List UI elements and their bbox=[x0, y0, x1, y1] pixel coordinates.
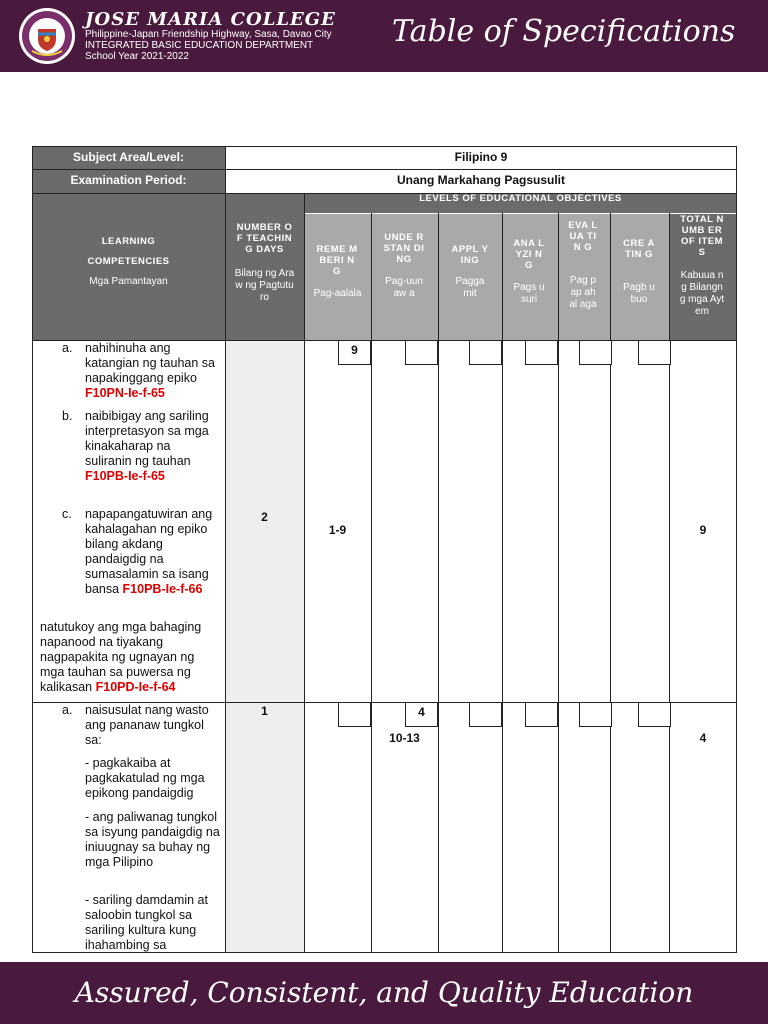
competency-marker: b. bbox=[62, 409, 73, 423]
exam-value: Unang Markahang Pagsusulit bbox=[396, 173, 566, 187]
evaluating-title: EVA LUA TIN G bbox=[568, 220, 598, 253]
creating-header-cell bbox=[610, 213, 669, 340]
evaluating-score-box bbox=[579, 703, 612, 727]
remembering-count: 9 bbox=[351, 343, 358, 357]
days-header-cell bbox=[225, 193, 304, 340]
creating-score-box bbox=[638, 341, 671, 365]
competency-marker: c. bbox=[62, 507, 72, 521]
document-title: Table of Specifications bbox=[392, 14, 736, 49]
school-department: INTEGRATED BASIC EDUCATION DEPARTMENT bbox=[85, 40, 314, 51]
total-items-value: 9 bbox=[699, 523, 707, 537]
competency-item bbox=[85, 409, 220, 484]
competencies-subtitle: Mga Pamantayan bbox=[89, 276, 168, 287]
analyzing-score-box bbox=[525, 341, 558, 365]
creating-title: CRE ATIN G bbox=[623, 238, 655, 260]
levels-title: LEVELS OF EDUCATIONAL OBJECTIVES bbox=[419, 193, 622, 204]
analyzing-header-cell bbox=[502, 213, 558, 340]
footer-band bbox=[0, 962, 768, 1024]
competency-code: F10PN-Ie-f-65 bbox=[85, 386, 165, 400]
total-items-value: 4 bbox=[699, 731, 707, 745]
days-title: NUMBER OF TEACHIN G DAYS bbox=[236, 222, 293, 255]
evaluating-subtitle: Pag pap ahal aga bbox=[569, 275, 597, 310]
competency-item bbox=[85, 341, 220, 401]
school-motto: Assured, Consistent, and Quality Education bbox=[74, 976, 694, 1009]
analyzing-score-box bbox=[525, 703, 558, 727]
understanding-score-box bbox=[405, 341, 438, 365]
applying-score-box bbox=[469, 703, 502, 727]
analyzing-title: ANA LYZI NG bbox=[513, 238, 545, 271]
competencies-title-1: LEARNING bbox=[101, 236, 156, 247]
school-address: Philippine-Japan Friendship Highway, Sasa, Davao City bbox=[85, 29, 332, 40]
competency-text: napapangatuwiran ang kahalagahan ng epiko bilang akdang pandaigdig na sumasalamin sa isang bansa bbox=[85, 507, 213, 596]
analyzing-subtitle: Pags usuri bbox=[513, 282, 545, 305]
competency-marker: a. bbox=[62, 703, 73, 717]
competency-bullet: - ang paliwanag tungkol sa isyung pandaigdig na iniuugnay sa buhay ng mga Pilipino bbox=[85, 810, 220, 869]
school-name: JOSE MARIA COLLEGE bbox=[85, 9, 336, 30]
competency-bullet: - pagkakaiba at pagkakatulad ng mga epikong pandaigdig bbox=[85, 756, 205, 800]
exam-label: Examination Period: bbox=[70, 173, 187, 187]
applying-title: APPL YING bbox=[451, 244, 489, 266]
competency-text: nahihinuha ang katangian ng tauhan sa napakinggang epiko bbox=[85, 341, 215, 385]
understanding-title: UNDE RSTAN DING bbox=[383, 232, 425, 265]
competency-code: F10PD-Ie-f-64 bbox=[95, 680, 176, 694]
creating-subtitle: Pagb ubuo bbox=[623, 282, 655, 305]
competency-text: naibibigay ang sariling interpretasyon sa mga kinakaharap na suliranin ng tauhan bbox=[85, 409, 209, 468]
subject-value: Filipino 9 bbox=[454, 150, 508, 164]
teaching-days-value: 2 bbox=[261, 510, 268, 524]
total-subtitle: Kabuua ng Bilangn g mga Aytem bbox=[679, 270, 725, 317]
remembering-subtitle: Pag-aalala bbox=[313, 288, 362, 299]
applying-score-box bbox=[469, 341, 502, 365]
understanding-count: 4 bbox=[418, 705, 425, 719]
days-subtitle: Bilang ng Araw ng Pagtuturo bbox=[234, 268, 295, 303]
remembering-title: REME MBERI NG bbox=[316, 244, 358, 277]
school-seal-logo bbox=[18, 7, 76, 65]
competency-item bbox=[40, 620, 220, 695]
subject-label: Subject Area/Level: bbox=[73, 150, 184, 164]
competency-marker: a. bbox=[62, 341, 73, 355]
remembering-score-box bbox=[338, 703, 371, 727]
competency-code: F10PB-Ie-f-66 bbox=[122, 582, 203, 596]
evaluating-score-box bbox=[579, 341, 612, 365]
creating-score-box bbox=[638, 703, 671, 727]
total-title: TOTAL NUMB ER OF ITEMS bbox=[680, 214, 724, 258]
competency-code: F10PB-Ie-f-65 bbox=[85, 469, 165, 483]
understanding-subtitle: Pag-uunaw a bbox=[385, 276, 423, 299]
teaching-days-value: 1 bbox=[261, 704, 268, 718]
competency-text: naisusulat nang wasto ang pananaw tungkol sa: bbox=[85, 703, 209, 747]
competency-text: natutukoy ang mga bahaging napanood na tiyakang nagpapakita ng ugnayan ng mga tauhan sa puwersa ng kalikasan bbox=[40, 620, 202, 694]
competency-item bbox=[85, 507, 220, 597]
remembering-item-range: 1-9 bbox=[328, 523, 347, 537]
days-column-body bbox=[225, 340, 304, 952]
understanding-item-range: 10-13 bbox=[389, 731, 420, 745]
header-band bbox=[0, 0, 768, 72]
school-year: School Year 2021-2022 bbox=[85, 51, 189, 62]
applying-subtitle: Paggamit bbox=[455, 276, 485, 299]
competency-bullet: - sariling damdamin at saloobin tungkol sa sariling kultura kung ihahambing sa bbox=[85, 893, 208, 952]
competencies-title-2: COMPETENCIES bbox=[87, 256, 170, 267]
